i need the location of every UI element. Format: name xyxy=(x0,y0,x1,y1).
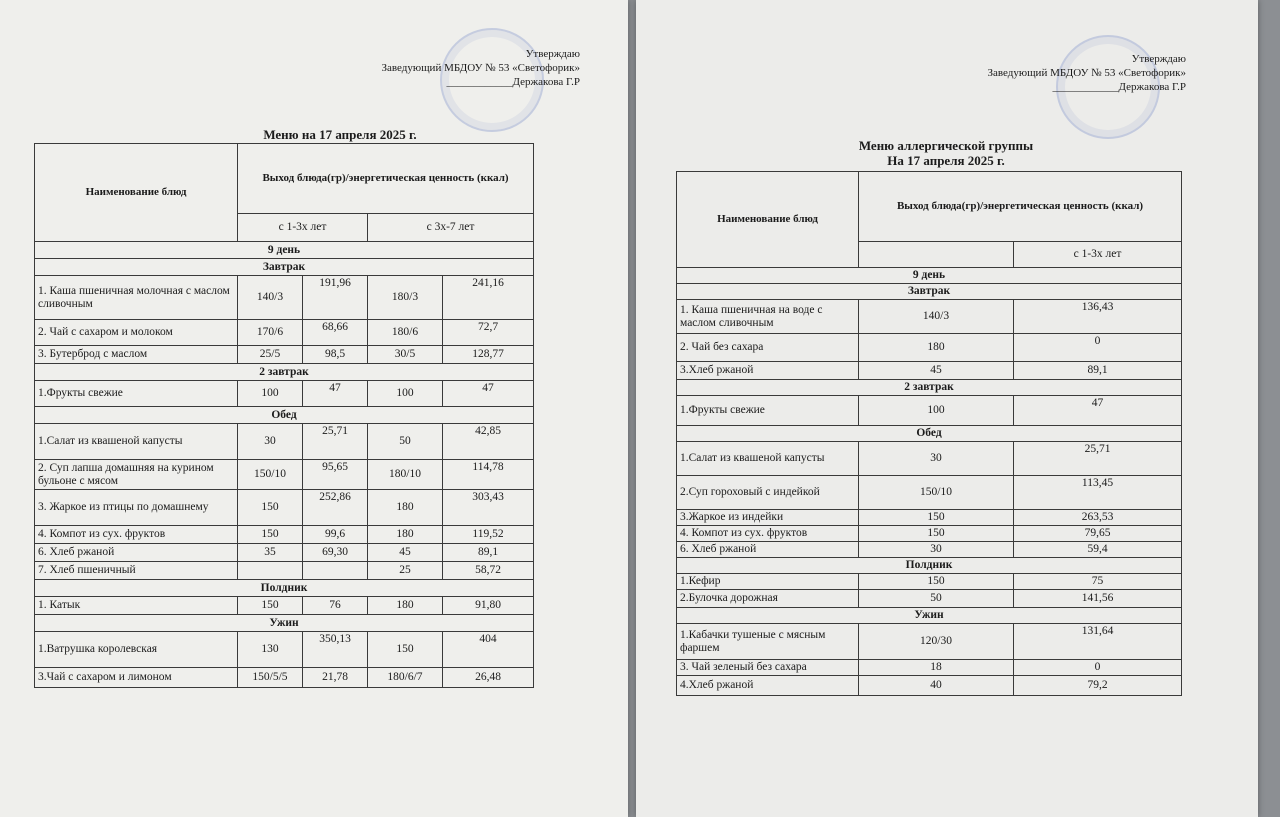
table-row xyxy=(677,334,1182,362)
weight-3-7: 30/5 xyxy=(368,346,443,364)
kcal-1-3: 0 xyxy=(1014,660,1182,676)
header-output: Выход блюда(гр)/энергетическая ценность (ккал) xyxy=(859,172,1182,242)
dish-name: 1. Каша пшеничная молочная с маслом сливочным xyxy=(35,276,238,320)
dish-name: 3. Бутерброд с маслом xyxy=(35,346,238,364)
table-row xyxy=(35,668,534,688)
section-row xyxy=(35,364,534,381)
approval-line-3: ____________Держакова Г.Р xyxy=(446,76,580,88)
weight-3-7: 45 xyxy=(368,544,443,562)
kcal-1-3: 21,78 xyxy=(303,668,368,688)
weight-3-7: 100 xyxy=(368,381,443,407)
weight-1-3: 100 xyxy=(859,396,1014,426)
dish-name: 1.Салат из квашеной капусты xyxy=(35,424,238,460)
section-title: 2 завтрак xyxy=(677,380,1182,396)
header-dish-name: Наименование блюд xyxy=(35,144,238,242)
header-age-1-3: с 1-3х лет xyxy=(238,214,368,242)
section-title: Завтрак xyxy=(35,259,534,276)
dish-name: 2. Суп лапша домашняя на курином бульоне с мясом xyxy=(35,460,238,490)
kcal-1-3: 47 xyxy=(1014,396,1182,426)
table-row xyxy=(677,442,1182,476)
table-row xyxy=(35,632,534,668)
kcal-1-3: 25,71 xyxy=(303,424,368,460)
weight-1-3: 50 xyxy=(859,590,1014,608)
kcal-1-3: 75 xyxy=(1014,574,1182,590)
table-header-row xyxy=(35,144,534,214)
kcal-1-3: 252,86 xyxy=(303,490,368,526)
weight-3-7: 180/3 xyxy=(368,276,443,320)
kcal-3-7: 303,43 xyxy=(443,490,534,526)
weight-1-3: 140/3 xyxy=(238,276,303,320)
weight-3-7: 50 xyxy=(368,424,443,460)
kcal-3-7: 89,1 xyxy=(443,544,534,562)
section-title: Ужин xyxy=(677,608,1182,624)
dish-name: 7. Хлеб пшеничный xyxy=(35,562,238,580)
day-row xyxy=(35,242,534,259)
weight-3-7: 180 xyxy=(368,490,443,526)
section-row xyxy=(677,284,1182,300)
section-title: 2 завтрак xyxy=(35,364,534,381)
kcal-3-7: 119,52 xyxy=(443,526,534,544)
dish-name: 2.Суп гороховый с индейкой xyxy=(677,476,859,510)
kcal-3-7: 26,48 xyxy=(443,668,534,688)
dish-name: 2.Булочка дорожная xyxy=(677,590,859,608)
kcal-1-3: 68,66 xyxy=(303,320,368,346)
dish-name: 3. Чай зеленый без сахара xyxy=(677,660,859,676)
section-row xyxy=(677,426,1182,442)
dish-name: 1.Салат из квашеной капусты xyxy=(677,442,859,476)
dish-name: 4.Хлеб ржаной xyxy=(677,676,859,696)
weight-1-3: 150 xyxy=(859,510,1014,526)
day-label: 9 день xyxy=(677,268,1182,284)
table-row xyxy=(35,597,534,615)
table-row xyxy=(677,574,1182,590)
weight-1-3: 100 xyxy=(238,381,303,407)
table-header-row xyxy=(677,172,1182,242)
weight-3-7: 180/6 xyxy=(368,320,443,346)
dish-name: 1.Ватрушка королевская xyxy=(35,632,238,668)
weight-1-3: 150 xyxy=(859,574,1014,590)
day-label: 9 день xyxy=(35,242,534,259)
weight-1-3: 120/30 xyxy=(859,624,1014,660)
dish-name: 1. Катык xyxy=(35,597,238,615)
kcal-3-7: 91,80 xyxy=(443,597,534,615)
kcal-3-7: 42,85 xyxy=(443,424,534,460)
weight-1-3: 130 xyxy=(238,632,303,668)
kcal-3-7: 128,77 xyxy=(443,346,534,364)
kcal-1-3: 59,4 xyxy=(1014,542,1182,558)
dish-name: 3.Жаркое из индейки xyxy=(677,510,859,526)
weight-1-3: 170/6 xyxy=(238,320,303,346)
weight-1-3: 150 xyxy=(238,597,303,615)
header-age-1-3: с 1-3х лет xyxy=(1014,242,1182,268)
table-row xyxy=(35,346,534,364)
weight-1-3: 150 xyxy=(238,526,303,544)
section-row xyxy=(35,407,534,424)
kcal-3-7: 114,78 xyxy=(443,460,534,490)
kcal-1-3: 263,53 xyxy=(1014,510,1182,526)
dish-name: 3.Хлеб ржаной xyxy=(677,362,859,380)
table-row xyxy=(677,624,1182,660)
section-title: Полдник xyxy=(35,580,534,597)
dish-name: 4. Компот из сух. фруктов xyxy=(35,526,238,544)
table-row xyxy=(35,460,534,490)
table-row xyxy=(35,490,534,526)
kcal-3-7: 58,72 xyxy=(443,562,534,580)
section-title: Обед xyxy=(35,407,534,424)
day-row xyxy=(677,268,1182,284)
weight-1-3: 45 xyxy=(859,362,1014,380)
dish-name: 3.Чай с сахаром и лимоном xyxy=(35,668,238,688)
table-row xyxy=(677,396,1182,426)
table-row xyxy=(35,562,534,580)
kcal-1-3: 136,43 xyxy=(1014,300,1182,334)
header-age-empty xyxy=(859,242,1014,268)
kcal-3-7: 404 xyxy=(443,632,534,668)
section-title: Завтрак xyxy=(677,284,1182,300)
section-row xyxy=(677,380,1182,396)
table-row xyxy=(677,542,1182,558)
section-row xyxy=(677,558,1182,574)
table-row xyxy=(677,676,1182,696)
table-row xyxy=(677,660,1182,676)
menu-title-line-2: На 17 апреля 2025 г. xyxy=(887,153,1005,168)
kcal-1-3: 76 xyxy=(303,597,368,615)
weight-1-3: 150/5/5 xyxy=(238,668,303,688)
table-row xyxy=(35,320,534,346)
approval-line-3: ____________Держакова Г.Р xyxy=(1052,81,1186,93)
weight-1-3: 30 xyxy=(859,442,1014,476)
kcal-1-3: 79,65 xyxy=(1014,526,1182,542)
weight-3-7: 150 xyxy=(368,632,443,668)
table-row xyxy=(677,526,1182,542)
kcal-3-7: 241,16 xyxy=(443,276,534,320)
approval-line-2: Заведующий МБДОУ № 53 «Светофорик» xyxy=(381,62,580,74)
kcal-1-3: 47 xyxy=(303,381,368,407)
approval-block xyxy=(906,52,1186,94)
approval-line-2: Заведующий МБДОУ № 53 «Светофорик» xyxy=(987,67,1186,79)
weight-1-3: 18 xyxy=(859,660,1014,676)
kcal-1-3: 89,1 xyxy=(1014,362,1182,380)
weight-3-7: 180 xyxy=(368,526,443,544)
weight-3-7: 180/6/7 xyxy=(368,668,443,688)
table-row xyxy=(35,424,534,460)
dish-name: 1.Кефир xyxy=(677,574,859,590)
weight-1-3: 25/5 xyxy=(238,346,303,364)
menu-sheet-main xyxy=(0,0,628,817)
kcal-1-3: 131,64 xyxy=(1014,624,1182,660)
weight-1-3: 35 xyxy=(238,544,303,562)
menu-title xyxy=(796,138,1096,168)
kcal-3-7: 72,7 xyxy=(443,320,534,346)
kcal-1-3 xyxy=(303,562,368,580)
dish-name: 1.Фрукты свежие xyxy=(35,381,238,407)
kcal-1-3: 141,56 xyxy=(1014,590,1182,608)
menu-sheet-allergy xyxy=(636,0,1258,817)
table-row xyxy=(35,526,534,544)
kcal-1-3: 79,2 xyxy=(1014,676,1182,696)
dish-name: 6. Хлеб ржаной xyxy=(677,542,859,558)
dish-name: 1.Фрукты свежие xyxy=(677,396,859,426)
kcal-1-3: 0 xyxy=(1014,334,1182,362)
dish-name: 2. Чай без сахара xyxy=(677,334,859,362)
weight-1-3: 140/3 xyxy=(859,300,1014,334)
header-dish-name: Наименование блюд xyxy=(677,172,859,268)
weight-1-3: 150/10 xyxy=(238,460,303,490)
weight-1-3: 30 xyxy=(859,542,1014,558)
weight-1-3 xyxy=(238,562,303,580)
table-row xyxy=(677,510,1182,526)
table-row xyxy=(35,276,534,320)
weight-1-3: 40 xyxy=(859,676,1014,696)
section-row xyxy=(677,608,1182,624)
table-row xyxy=(677,362,1182,380)
menu-table xyxy=(34,143,534,688)
section-title: Полдник xyxy=(677,558,1182,574)
approval-block xyxy=(300,47,580,89)
weight-1-3: 150 xyxy=(859,526,1014,542)
kcal-1-3: 95,65 xyxy=(303,460,368,490)
table-row xyxy=(35,544,534,562)
dish-name: 1.Кабачки тушеные с мясным фаршем xyxy=(677,624,859,660)
kcal-1-3: 25,71 xyxy=(1014,442,1182,476)
weight-1-3: 180 xyxy=(859,334,1014,362)
weight-3-7: 25 xyxy=(368,562,443,580)
kcal-1-3: 98,5 xyxy=(303,346,368,364)
header-age-3-7: с 3х-7 лет xyxy=(368,214,534,242)
dish-name: 3. Жаркое из птицы по домашнему xyxy=(35,490,238,526)
kcal-1-3: 69,30 xyxy=(303,544,368,562)
section-title: Ужин xyxy=(35,615,534,632)
table-row xyxy=(677,590,1182,608)
kcal-3-7: 47 xyxy=(443,381,534,407)
approval-line-1: Утверждаю xyxy=(1131,53,1186,65)
dish-name: 2. Чай с сахаром и молоком xyxy=(35,320,238,346)
weight-1-3: 150 xyxy=(238,490,303,526)
table-row xyxy=(677,476,1182,510)
menu-title-line-1: Меню аллергической группы xyxy=(858,138,1034,153)
weight-3-7: 180/10 xyxy=(368,460,443,490)
section-row xyxy=(35,259,534,276)
table-row xyxy=(35,381,534,407)
allergy-menu-table xyxy=(676,171,1182,696)
section-row xyxy=(35,615,534,632)
weight-1-3: 150/10 xyxy=(859,476,1014,510)
section-title: Обед xyxy=(677,426,1182,442)
kcal-1-3: 191,96 xyxy=(303,276,368,320)
section-row xyxy=(35,580,534,597)
kcal-1-3: 350,13 xyxy=(303,632,368,668)
approval-line-1: Утверждаю xyxy=(525,48,580,60)
dish-name: 6. Хлеб ржаной xyxy=(35,544,238,562)
header-output: Выход блюда(гр)/энергетическая ценность (ккал) xyxy=(238,144,534,214)
menu-title: Меню на 17 апреля 2025 г. xyxy=(263,127,417,142)
dish-name: 4. Компот из сух. фруктов xyxy=(677,526,859,542)
table-row xyxy=(677,300,1182,334)
weight-3-7: 180 xyxy=(368,597,443,615)
kcal-1-3: 99,6 xyxy=(303,526,368,544)
weight-1-3: 30 xyxy=(238,424,303,460)
dish-name: 1. Каша пшеничная на воде с маслом сливочным xyxy=(677,300,859,334)
kcal-1-3: 113,45 xyxy=(1014,476,1182,510)
